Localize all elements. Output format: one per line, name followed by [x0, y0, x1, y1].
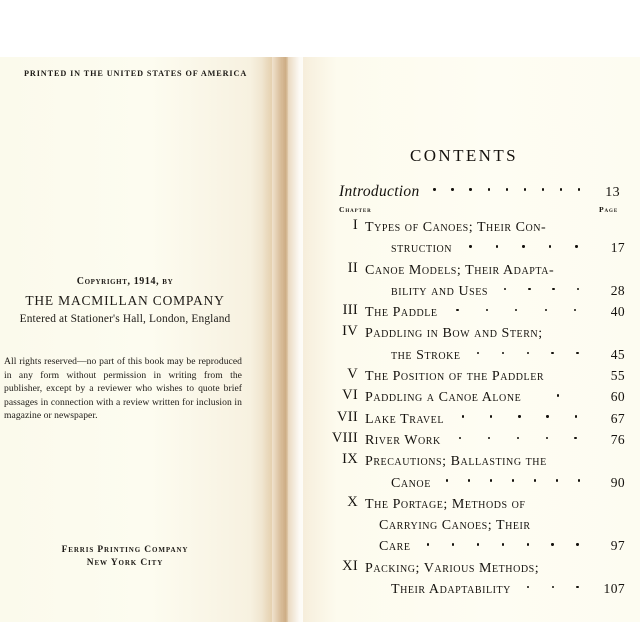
chapter-page-number: 107 [603, 581, 625, 597]
chapter-title-text: Canoe [391, 475, 431, 491]
chapter-numeral: II [347, 259, 358, 276]
chapter-numeral: XI [342, 557, 358, 574]
chapter-title-block [365, 258, 625, 301]
table-of-contents-list [325, 215, 625, 598]
chapter-title-block [365, 321, 625, 364]
toc-entry[interactable] [325, 492, 625, 556]
chapter-numeral: I [352, 217, 358, 233]
chapter-page-number: 55 [610, 368, 625, 384]
chapter-page-number: 90 [610, 474, 625, 490]
chapter-title-continuation [365, 236, 625, 257]
printed-in-usa-notice: PRINTED IN THE UNITED STATES OF AMERICA [24, 69, 248, 78]
chapter-numeral: III [342, 302, 358, 319]
toc-entry[interactable] [325, 385, 625, 406]
chapter-title-block [365, 385, 625, 406]
dot-leader [449, 407, 590, 423]
chapter-page-number: 17 [610, 240, 625, 256]
chapter-title-continuation [365, 343, 625, 364]
dot-leader [446, 428, 590, 444]
all-rights-reserved-paragraph: All rights reserved—no part of this book may be reproduced in any form without permission in writing from the publisher, except by a reviewer who wishes to quote brief passages in connection with a review written for inclusion in magazine or newspaper. [4, 356, 242, 422]
chapter-title-line [365, 258, 625, 279]
toc-entry[interactable] [325, 215, 625, 258]
chapter-title-text: Care [379, 539, 411, 555]
chapter-numeral: VIII [331, 429, 358, 446]
chapter-title-text: The Paddle [365, 305, 438, 321]
toc-entry[interactable] [325, 407, 625, 428]
chapter-title-continuation [365, 534, 625, 555]
chapter-title-text: Canoe Models; Their Adapta- [365, 262, 555, 278]
chapter-title-text: bility and Uses [391, 283, 489, 299]
chapter-title-block [365, 300, 625, 321]
stationers-hall-entry: Entered at Stationer's Hall, London, England [19, 313, 231, 326]
dot-leader [416, 534, 590, 550]
dot-leader [559, 258, 590, 274]
open-book-spread [0, 57, 640, 622]
copyright-year-line: Copyright, 1914, by [76, 276, 174, 287]
contents-page [303, 57, 640, 622]
chapter-page-number: 45 [610, 346, 625, 362]
dot-leader [544, 556, 590, 572]
dot-leader [526, 385, 590, 401]
chapter-page-number: 97 [610, 538, 625, 554]
toc-entry[interactable] [325, 428, 625, 449]
chapter-title-line [365, 407, 625, 428]
chapter-title-continuation [365, 471, 625, 492]
toc-entry-introduction[interactable] [339, 180, 620, 201]
chapter-numeral: VI [342, 387, 358, 404]
chapter-title-text: Packing; Various Methods; [365, 560, 540, 576]
dot-leader [426, 180, 588, 196]
chapter-numeral: IV [342, 323, 358, 340]
printer-city: New York City [86, 557, 164, 568]
chapter-title-continuation [365, 577, 625, 598]
publisher-name: THE MACMILLAN COMPANY [25, 292, 225, 308]
chapter-title-text: Paddling in Bow and Stern; [365, 326, 543, 342]
chapter-title-line [365, 449, 625, 470]
chapter-title-line [365, 428, 625, 449]
page-title: CONTENTS [410, 146, 518, 165]
dot-leader [548, 321, 590, 337]
chapter-title-block [365, 449, 625, 492]
dot-leader [516, 577, 590, 593]
chapter-numeral: IX [342, 451, 358, 468]
chapter-numeral: V [347, 366, 358, 383]
dot-leader [551, 215, 590, 231]
chapter-title-text: Lake Travel [365, 411, 444, 427]
chapter-title-line [365, 492, 625, 513]
introduction-label: Introduction [339, 182, 420, 200]
printer-name: Ferris Printing Company [61, 545, 189, 555]
dot-leader [536, 513, 590, 529]
chapter-page-number: 40 [610, 304, 625, 320]
chapter-title-continuation [365, 279, 625, 300]
chapter-title-text: Carrying Canoes; Their [379, 518, 531, 534]
chapter-title-block [365, 364, 625, 385]
chapter-title-block [365, 556, 625, 599]
chapter-title-line [365, 300, 625, 321]
toc-entry[interactable] [325, 556, 625, 599]
chapter-title-text: The Portage; Methods of [365, 496, 526, 512]
dot-leader [443, 300, 590, 316]
chapter-title-block [365, 428, 625, 449]
chapter-title-text: Precautions; Ballasting the [365, 454, 547, 470]
dot-leader [493, 279, 590, 295]
dot-leader [457, 236, 590, 252]
toc-entry[interactable] [325, 449, 625, 492]
chapter-title-block [365, 492, 625, 556]
chapter-title-text: the Stroke [391, 347, 461, 363]
chapter-title-line [365, 385, 625, 406]
chapter-page-number: 28 [610, 282, 625, 298]
chapter-title-block [365, 407, 625, 428]
printer-imprint [0, 544, 250, 569]
chapter-title-text: struction [391, 241, 453, 257]
book-fold-line [283, 57, 288, 622]
toc-entry[interactable] [325, 258, 625, 301]
chapter-title-line [365, 556, 625, 577]
chapter-title-text: Their Adaptability [391, 582, 511, 598]
chapter-title-text: River Work [365, 432, 441, 448]
chapter-numeral: X [347, 493, 358, 510]
dot-leader [531, 492, 590, 508]
toc-entry[interactable] [325, 364, 625, 385]
chapter-title-block [365, 215, 625, 258]
chapter-title-line [365, 364, 625, 385]
chapter-page-number: 60 [610, 389, 625, 405]
copyright-block [0, 275, 250, 328]
column-header-chapter: Chapter [339, 205, 372, 214]
dot-leader [549, 364, 590, 380]
column-header-page: Page [599, 205, 619, 214]
introduction-page-number: 13 [605, 184, 620, 200]
toc-entry[interactable] [325, 321, 625, 364]
toc-entry[interactable] [325, 300, 625, 321]
chapter-title-line [365, 321, 625, 342]
chapter-title-continuation [365, 513, 625, 534]
chapter-title-text: Paddling a Canoe Alone [365, 390, 522, 406]
chapter-title-line [365, 215, 625, 236]
dot-leader [466, 343, 590, 359]
chapter-page-number: 67 [610, 410, 625, 426]
chapter-numeral: VII [336, 408, 358, 425]
chapter-title-text: The Position of the Paddler [365, 369, 545, 385]
chapter-title-text: Types of Canoes; Their Con- [365, 220, 547, 235]
dot-leader [552, 449, 590, 465]
dot-leader [436, 471, 590, 487]
copyright-page [0, 57, 262, 622]
chapter-page-number: 76 [610, 431, 625, 447]
